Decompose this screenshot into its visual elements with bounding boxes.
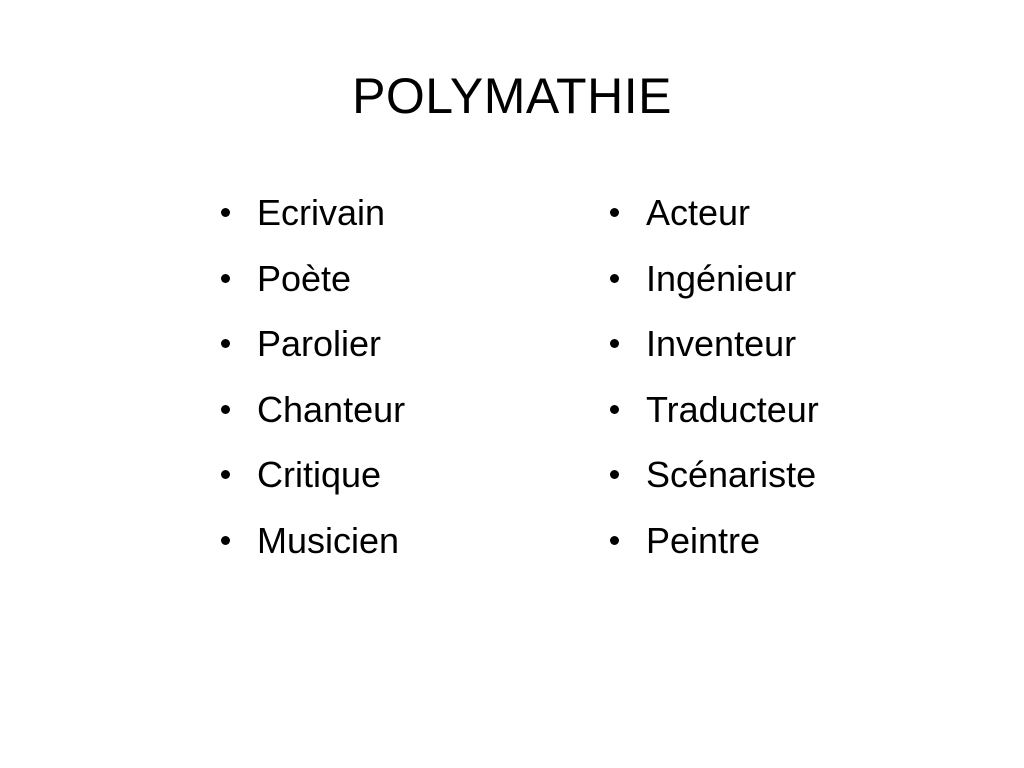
- list-item-label: Scénariste: [646, 454, 817, 495]
- list-item: [603, 448, 819, 514]
- right-bullet-list: [603, 186, 819, 579]
- list-item: [214, 514, 405, 580]
- bullet-icon: [221, 339, 230, 348]
- list-item-label: Traducteur: [646, 388, 819, 430]
- list-item: [603, 383, 819, 449]
- list-item-label: Ingénieur: [646, 257, 797, 299]
- bullet-icon: [610, 208, 619, 217]
- bullet-icon: [221, 536, 230, 545]
- list-item-label: Parolier: [257, 323, 382, 364]
- bullet-icon: [610, 405, 619, 414]
- list-item: [603, 317, 819, 383]
- list-item: [214, 383, 405, 449]
- bullet-icon: [221, 208, 230, 217]
- list-item: [214, 186, 405, 252]
- bullet-icon: [221, 405, 230, 414]
- list-item: [214, 252, 405, 318]
- bullet-icon: [221, 274, 230, 283]
- list-item-label: Ecrivain: [257, 192, 386, 233]
- list-item-label: Peintre: [646, 519, 761, 561]
- list-item: [214, 448, 405, 514]
- list-item: [603, 514, 819, 580]
- list-item: [214, 317, 405, 383]
- list-item-label: Critique: [257, 454, 382, 495]
- list-item-label: Poète: [257, 257, 352, 299]
- slide-title: POLYMATHIE: [352, 68, 672, 124]
- list-item-label: Inventeur: [646, 323, 797, 364]
- list-item: [603, 186, 819, 252]
- bullet-icon: [610, 536, 619, 545]
- bullet-icon: [610, 339, 619, 348]
- bullet-icon: [610, 274, 619, 283]
- list-item-label: Musicien: [257, 519, 400, 561]
- bullet-icon: [221, 470, 230, 479]
- list-item: [603, 252, 819, 318]
- list-item-label: Chanteur: [257, 388, 406, 430]
- left-bullet-list: [214, 186, 405, 579]
- list-item-label: Acteur: [646, 192, 751, 233]
- bullet-icon: [610, 470, 619, 479]
